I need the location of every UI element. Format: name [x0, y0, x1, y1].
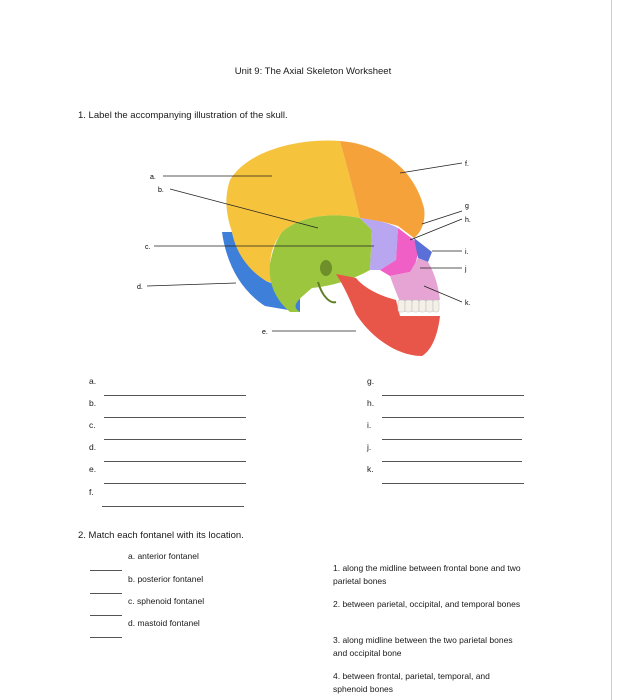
ear-opening: [320, 260, 332, 276]
answer-row-i: [367, 420, 371, 430]
fontanel-blank-c[interactable]: [90, 598, 122, 616]
diagram-label-k: k.: [465, 300, 471, 307]
answer-letter: c.: [89, 420, 96, 430]
answer-row-a: [89, 376, 96, 386]
answer-row-d: [89, 442, 96, 452]
fontanel-item-b: b. posterior fontanel: [128, 574, 204, 584]
answer-blank-k[interactable]: [382, 466, 524, 484]
answer-letter: k.: [367, 464, 374, 474]
answer-letter: i.: [367, 420, 372, 430]
answer-blank-g[interactable]: [382, 378, 524, 396]
answer-letter: j.: [367, 442, 372, 452]
diagram-label-g: g: [465, 203, 469, 210]
fontanel-blank-d[interactable]: [90, 620, 122, 638]
answer-letter: h.: [367, 398, 375, 408]
answer-row-j: [367, 442, 371, 452]
diagram-label-c: c.: [145, 244, 151, 251]
answer-blank-c[interactable]: [104, 422, 246, 440]
answer-blank-b[interactable]: [104, 400, 246, 418]
diagram-label-b: b.: [158, 187, 164, 194]
answer-blank-f[interactable]: [102, 489, 244, 507]
diagram-label-e: e.: [262, 329, 268, 336]
answer-row-h: [367, 398, 374, 408]
diagram-label-a: a.: [150, 174, 156, 181]
answer-letter: d.: [89, 442, 97, 452]
fontanel-item-c: c. sphenoid fontanel: [128, 596, 205, 606]
teeth: [398, 300, 439, 312]
location-4: 4. between frontal, parietal, temporal, and sphenoid bones: [333, 671, 490, 694]
diagram-label-h: h.: [465, 217, 471, 224]
answer-row-f: [89, 487, 94, 497]
answer-blank-j[interactable]: [382, 444, 522, 462]
answer-row-k: [367, 464, 374, 474]
question-1-prompt: 1. Label the accompanying illustration of the skull.: [78, 110, 288, 121]
diagram-label-i: i.: [465, 249, 469, 256]
fontanel-blank-b[interactable]: [90, 576, 122, 594]
worksheet-title: Unit 9: The Axial Skeleton Worksheet: [234, 66, 392, 77]
answer-letter: b.: [89, 398, 97, 408]
answer-row-e: [89, 464, 96, 474]
fontanel-item-a: a. anterior fontanel: [128, 551, 199, 561]
fontanel-blank-a[interactable]: [90, 553, 122, 571]
location-1: 1. along the midline between frontal bone and two parietal bones: [333, 563, 521, 586]
location-3: 3. along midline between the two parietal bones and occipital bone: [333, 635, 513, 658]
answer-blank-d[interactable]: [104, 444, 246, 462]
answer-row-b: [89, 398, 96, 408]
answer-letter: a.: [89, 376, 97, 386]
location-2: 2. between parietal, occipital, and temporal bones: [333, 599, 521, 609]
answer-letter: f.: [89, 487, 94, 497]
answer-blank-e[interactable]: [104, 466, 246, 484]
answer-letter: e.: [89, 464, 97, 474]
answer-letter: g.: [367, 376, 375, 386]
answer-row-c: [89, 420, 96, 430]
answer-blank-a[interactable]: [104, 378, 246, 396]
skull-illustration: [0, 130, 626, 370]
diagram-label-d: d.: [137, 284, 143, 291]
answer-blank-h[interactable]: [382, 400, 524, 418]
fontanel-item-d: d. mastoid fontanel: [128, 618, 200, 628]
answer-row-g: [367, 376, 374, 386]
diagram-label-j: j: [465, 266, 467, 273]
diagram-label-f: f.: [465, 161, 469, 168]
question-2-prompt: 2. Match each fontanel with its location.: [78, 530, 244, 541]
answer-blank-i[interactable]: [382, 422, 522, 440]
